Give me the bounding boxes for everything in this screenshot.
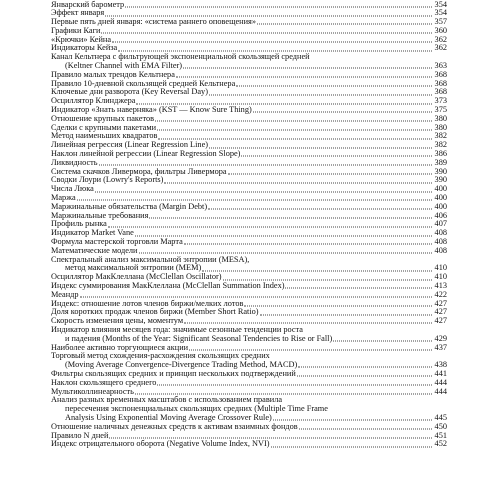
- toc-entry-title: Эффект января: [51, 8, 105, 18]
- dot-leader: [208, 201, 432, 210]
- toc-page-number: 408: [434, 237, 447, 247]
- toc-page-number: 437: [434, 342, 447, 352]
- toc-page-number: 445: [434, 412, 447, 422]
- dot-leader: [80, 289, 432, 298]
- dot-leader: [157, 121, 432, 130]
- toc-line: [51, 246, 447, 255]
- toc-entry-title: Графики Каги: [51, 25, 101, 35]
- toc-entry-title: Сводки Лоури (Lowry's Reports): [51, 175, 164, 185]
- dot-leader: [223, 271, 433, 280]
- toc-entry-title: Analysis Using Exponential Moving Average Crossover Rule): [65, 412, 272, 422]
- toc-entry-title: Первые пять дней января: «система раннего оповещения»: [51, 17, 256, 27]
- toc-page-number: 406: [434, 210, 447, 220]
- dot-leader: [189, 341, 432, 350]
- toc-page-number: 360: [434, 25, 447, 35]
- toc-entry-title: Торговый метод схождения-расхождения скользящих средних: [51, 351, 270, 361]
- toc-page-number: 408: [434, 245, 447, 255]
- toc-entry-title: Наклон линейной регрессии (Linear Regression Slope): [51, 149, 241, 159]
- toc-page-number: 373: [434, 96, 447, 106]
- toc-entry-title: Математические модели: [51, 245, 138, 255]
- toc-page-number: 390: [434, 175, 447, 185]
- toc-page-number: 410: [434, 263, 447, 273]
- toc-entry-title: Формула мастерской торговли Марта: [51, 237, 183, 247]
- dot-leader: [184, 315, 432, 324]
- toc-page-number: 380: [434, 113, 447, 123]
- dot-leader: [228, 165, 432, 174]
- toc-entry-title: Январский барометр: [51, 0, 125, 9]
- toc-entry-title: Спектральный анализ максимальной энтропии (MESA),: [51, 254, 250, 264]
- dot-leader: [135, 227, 432, 236]
- toc-entry-title: Правило N дней: [51, 430, 109, 440]
- toc-page-number: 400: [434, 193, 447, 203]
- toc-entry-title: Метод наименьших квадратов: [51, 131, 158, 141]
- toc-entry-title: и падения (Months of the Year: Significant Seasonal Tendencies to Rise or Fall): [65, 333, 333, 343]
- toc-page-number: 407: [434, 219, 447, 229]
- toc-entry-title: Скорость изменения цены, моментум: [51, 316, 184, 326]
- toc-entry: [51, 396, 447, 422]
- toc-entry-title: Доля коротких продаж членов биржи (Member Short Ratio): [51, 307, 259, 317]
- toc-entry-title: (Moving Average Convergence-Divergence Trading Method, MACD): [65, 360, 298, 370]
- toc-page-number: 451: [434, 430, 447, 440]
- toc-entry-title: Индекс отрицательного оборота (Negative Volume Index, NVI): [51, 439, 270, 449]
- toc-entry-title: Фильтры скользящих средних и принцип нескольких подтверждений: [51, 368, 296, 378]
- toc-page-number: 368: [434, 78, 447, 88]
- toc-page-number: 368: [434, 87, 447, 97]
- toc-page-number: 354: [434, 8, 447, 18]
- toc-entry-title: Осциллятор Клинджера: [51, 96, 136, 106]
- toc-page-number: 427: [434, 316, 447, 326]
- dot-leader: [77, 192, 432, 201]
- dot-leader: [183, 60, 432, 69]
- dot-leader: [149, 209, 432, 218]
- toc-page-number: 382: [434, 131, 447, 141]
- dot-leader: [99, 157, 432, 166]
- toc-entry-title: Ликвидность: [51, 157, 98, 167]
- toc-entry-title: Наиболее активно торгующиеся акции: [51, 342, 189, 352]
- dot-leader: [253, 104, 432, 113]
- toc-entry: [51, 246, 447, 255]
- dot-leader: [105, 7, 432, 16]
- toc-entry-title: Мультиколлинеарность: [51, 386, 134, 396]
- dot-leader: [158, 130, 432, 139]
- toc-page-number: 363: [434, 61, 447, 71]
- dot-leader: [136, 95, 432, 104]
- table-of-contents: [51, 0, 447, 449]
- toc-page-number: 368: [434, 69, 447, 79]
- toc-entry-title: Наклон скользящего среднего: [51, 377, 157, 387]
- toc-page-number: 441: [434, 368, 447, 378]
- toc-entry-title: Правило 10-дневной скользящей средней Кельтнера: [51, 78, 236, 88]
- toc-entry-title: Сделки с крупными пакетами: [51, 122, 157, 132]
- toc-entry-title: Система скачков Ливермора, фильтры Ливермора: [51, 166, 227, 176]
- dot-leader: [271, 438, 432, 447]
- toc-page-number: 422: [434, 289, 447, 299]
- dot-leader: [236, 77, 432, 86]
- dot-leader: [109, 429, 432, 438]
- toc-entry-title: Индикатор влияния месяцев года: значимые сезонные тенденции роста: [51, 324, 303, 334]
- dot-leader: [333, 333, 432, 342]
- toc-entry-title: Линейная регрессия (Linear Regression Line): [51, 140, 209, 150]
- toc-page-number: 375: [434, 105, 447, 115]
- dot-leader: [297, 368, 432, 377]
- dot-leader: [273, 412, 432, 421]
- toc-entry-title: Правило малых трендов Кельтнера: [51, 69, 175, 79]
- toc-page-number: 444: [434, 377, 447, 387]
- dot-leader: [112, 33, 432, 42]
- dot-leader: [299, 421, 432, 430]
- dot-leader: [209, 86, 432, 95]
- toc-entry-title: (Keltner Channel with EMA Filter): [65, 61, 183, 71]
- toc-page-number: 444: [434, 386, 447, 396]
- dot-leader: [202, 262, 432, 271]
- toc-page-number: 400: [434, 201, 447, 211]
- dot-leader: [95, 183, 432, 192]
- toc-entry-title: Маржинальные требования: [51, 210, 149, 220]
- toc-page-number: 427: [434, 307, 447, 317]
- toc-entry-title: Отношение наличных денежных средств к активам взаимных фондов: [51, 421, 298, 431]
- dot-leader: [209, 139, 432, 148]
- toc-page-number: 429: [434, 333, 447, 343]
- toc-entry-title: Меандр: [51, 289, 79, 299]
- toc-page-number: 410: [434, 272, 447, 282]
- toc-page-number: 354: [434, 0, 447, 9]
- toc-page-number: 362: [434, 34, 447, 44]
- dot-leader: [244, 297, 432, 306]
- dot-leader: [164, 174, 432, 183]
- toc-page-number: 408: [434, 228, 447, 238]
- toc-entry-title: Профиль рынка: [51, 219, 107, 229]
- toc-entry-title: Индикатор «Знать наверняка» (KST — Know Sure Thing): [51, 105, 252, 115]
- toc-page-number: 380: [434, 122, 447, 132]
- toc-entry-title: Индикаторы Кейза: [51, 43, 118, 53]
- toc-entry-title: Индекс суммирования МакКлеллана (McClellan Summation Index): [51, 281, 285, 290]
- dot-leader: [108, 218, 432, 227]
- dot-leader: [260, 306, 432, 315]
- toc-page-number: 452: [434, 439, 447, 449]
- toc-entry-title: Числа Люка: [51, 184, 94, 194]
- toc-entry-title: пересечения экспоненциальных скользящих средних (Multiple Time Frame: [65, 404, 328, 414]
- toc-page-number: 389: [434, 157, 447, 167]
- toc-entry-title: Индикатор Market Vane: [51, 228, 134, 238]
- toc-entry-title: Индекс: отношение лотов членов биржи/мелких лотов: [51, 298, 244, 308]
- dot-leader: [257, 16, 432, 25]
- toc-entry-title: Маржинальные обязательства (Margin Debt): [51, 201, 208, 211]
- dot-leader: [155, 113, 432, 122]
- dot-leader: [176, 69, 432, 78]
- toc-page-number: 390: [434, 166, 447, 176]
- dot-leader: [285, 280, 432, 289]
- toc-entry-title: Канал Кельтнера с фильтрующей экспоненциальной скользящей средней: [51, 52, 310, 62]
- toc-entry-title: «Крючки» Кейна: [51, 34, 112, 44]
- toc-entry-title: метод максимальной энтропии (MEM): [65, 263, 202, 273]
- toc-entry-title: Анализ разных временных масштабов с использованием правила: [51, 395, 283, 405]
- dot-leader: [135, 385, 432, 394]
- toc-page-number: 400: [434, 184, 447, 194]
- toc-page-number: 450: [434, 421, 447, 431]
- toc-page-number: 413: [434, 281, 447, 290]
- toc-page-number: 386: [434, 149, 447, 159]
- toc-entry-title: Осциллятор МакКлеллана (McClellan Oscillator): [51, 272, 222, 282]
- dot-leader: [241, 148, 432, 157]
- dot-leader: [157, 377, 432, 386]
- toc-entry-title: Маржа: [51, 193, 76, 203]
- toc-entry-title: Ключевые дни разворота (Key Reversal Day): [51, 87, 208, 97]
- toc-page-number: 427: [434, 298, 447, 308]
- dot-leader: [184, 236, 432, 245]
- toc-page-number: 362: [434, 43, 447, 53]
- toc-page-number: 438: [434, 360, 447, 370]
- toc-entry: [51, 440, 447, 449]
- toc-page-number: 382: [434, 140, 447, 150]
- dot-leader: [139, 245, 433, 254]
- dot-leader: [118, 42, 432, 51]
- toc-line: [51, 440, 447, 449]
- dot-leader: [101, 25, 432, 34]
- dot-leader: [298, 359, 432, 368]
- toc-page-number: 357: [434, 17, 447, 27]
- toc-entry-title: Отношение крупных пакетов: [51, 113, 155, 123]
